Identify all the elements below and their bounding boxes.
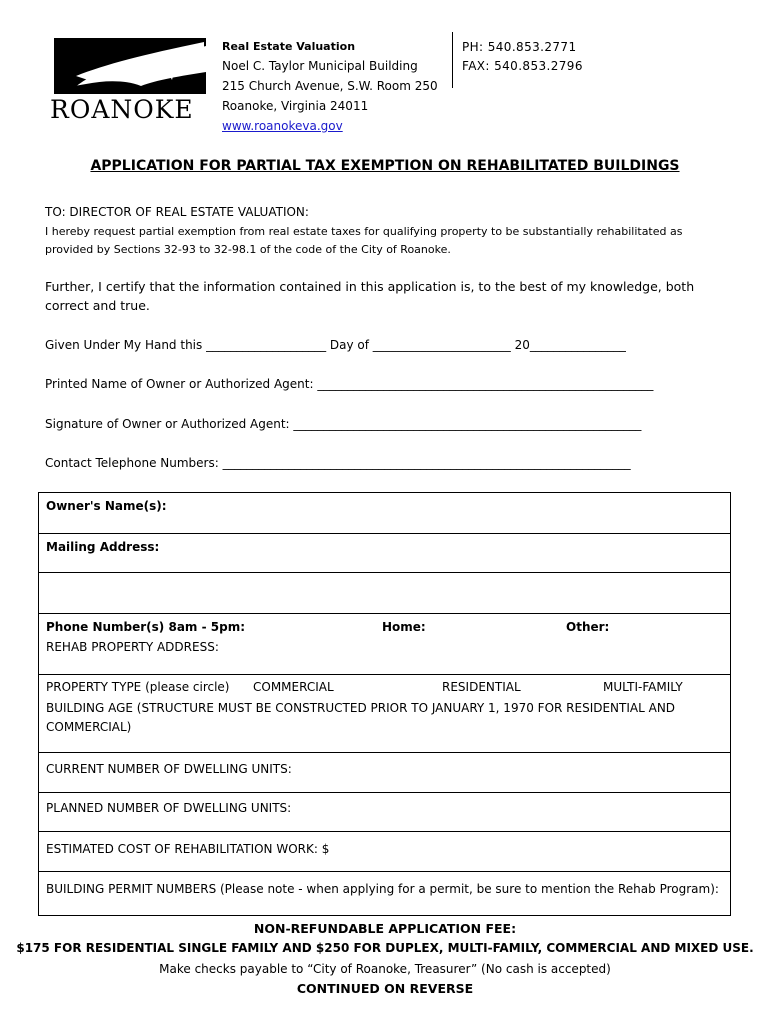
request-line-1: I hereby request partial exemption from real estate taxes for qualifying property to be substantially rehabilitated as bbox=[45, 225, 683, 238]
city-state-zip: Roanoke, Virginia 24011 bbox=[222, 99, 369, 113]
to-line: TO: DIRECTOR OF REAL ESTATE VALUATION: bbox=[45, 205, 309, 219]
telephone-line[interactable]: Contact Telephone Numbers: ____________________________________________________________________ bbox=[45, 456, 631, 470]
rehab-address-label[interactable]: REHAB PROPERTY ADDRESS: bbox=[46, 640, 219, 654]
certify-line-1: Further, I certify that the information contained in this application is, to the best of my knowledge, both bbox=[45, 279, 695, 294]
row-divider bbox=[39, 752, 730, 753]
street-address: 215 Church Avenue, S.W. Room 250 bbox=[222, 79, 438, 93]
planned-units-label[interactable]: PLANNED NUMBER OF DWELLING UNITS: bbox=[46, 801, 292, 815]
signature-line[interactable]: Signature of Owner or Authorized Agent: __________________________________________________________ bbox=[45, 417, 642, 431]
row-divider bbox=[39, 674, 730, 675]
current-units-label[interactable]: CURRENT NUMBER OF DWELLING UNITS: bbox=[46, 762, 292, 776]
estimated-cost-label[interactable]: ESTIMATED COST OF REHABILITATION WORK: $ bbox=[46, 842, 330, 856]
department-title: Real Estate Valuation bbox=[222, 40, 356, 53]
printed-name-line[interactable]: Printed Name of Owner or Authorized Agent: ________________________________________________________ bbox=[45, 377, 654, 391]
building-name: Noel C. Taylor Municipal Building bbox=[222, 59, 418, 73]
building-age-label[interactable]: BUILDING AGE (STRUCTURE MUST BE CONSTRUCTED PRIOR TO JANUARY 1, 1970 FOR RESIDENTIAL AND COMMERCIAL) bbox=[46, 701, 676, 734]
fee-detail: $175 FOR RESIDENTIAL SINGLE FAMILY AND $250 FOR DUPLEX, MULTI-FAMILY, COMMERCIAL AND MIXED USE. bbox=[16, 941, 754, 955]
property-type-label: PROPERTY TYPE (please circle) bbox=[46, 680, 230, 694]
other-phone-label[interactable]: Other: bbox=[566, 620, 610, 634]
property-type-multifamily[interactable]: MULTI-FAMILY bbox=[603, 680, 683, 694]
mailing-address-label[interactable]: Mailing Address: bbox=[46, 540, 160, 554]
request-line-2: provided by Sections 32-93 to 32-98.1 of the code of the City of Roanoke. bbox=[45, 243, 451, 256]
logo-wordmark: ROANOKE bbox=[50, 95, 194, 124]
fax-number: FAX: 540.853.2796 bbox=[462, 59, 583, 73]
given-under-hand-line[interactable]: Given Under My Hand this ____________________ Day of _______________________ 20________________ bbox=[45, 338, 626, 352]
home-phone-label[interactable]: Home: bbox=[382, 620, 426, 634]
row-divider bbox=[39, 533, 730, 534]
checks-payable-note: Make checks payable to “City of Roanoke, Treasurer” (No cash is accepted) bbox=[159, 962, 611, 976]
phone-numbers-label[interactable]: Phone Number(s) 8am - 5pm: bbox=[46, 620, 245, 634]
roanoke-logo bbox=[46, 36, 212, 124]
roanoke-logo-graphic bbox=[46, 36, 212, 124]
continued-on-reverse: CONTINUED ON REVERSE bbox=[296, 981, 474, 996]
property-type-commercial[interactable]: COMMERCIAL bbox=[253, 680, 334, 694]
header-divider bbox=[452, 32, 453, 88]
page-title: APPLICATION FOR PARTIAL TAX EXEMPTION ON REHABILITATED BUILDINGS bbox=[90, 158, 680, 174]
fee-title: NON-REFUNDABLE APPLICATION FEE: bbox=[253, 921, 517, 936]
row-divider bbox=[39, 871, 730, 872]
certify-line-2: correct and true. bbox=[45, 298, 150, 313]
permit-numbers-label[interactable]: BUILDING PERMIT NUMBERS (Please note - when applying for a permit, be sure to mention the Rehab Program): bbox=[46, 882, 719, 896]
application-form-table bbox=[38, 492, 731, 916]
property-type-residential[interactable]: RESIDENTIAL bbox=[442, 680, 521, 694]
phone-number: PH: 540.853.2771 bbox=[462, 40, 577, 54]
row-divider bbox=[39, 831, 730, 832]
owners-name-label[interactable]: Owner's Name(s): bbox=[46, 499, 167, 513]
row-divider bbox=[39, 572, 730, 573]
row-divider bbox=[39, 792, 730, 793]
website-link[interactable]: www.roanokeva.gov bbox=[222, 119, 343, 133]
row-divider bbox=[39, 613, 730, 614]
